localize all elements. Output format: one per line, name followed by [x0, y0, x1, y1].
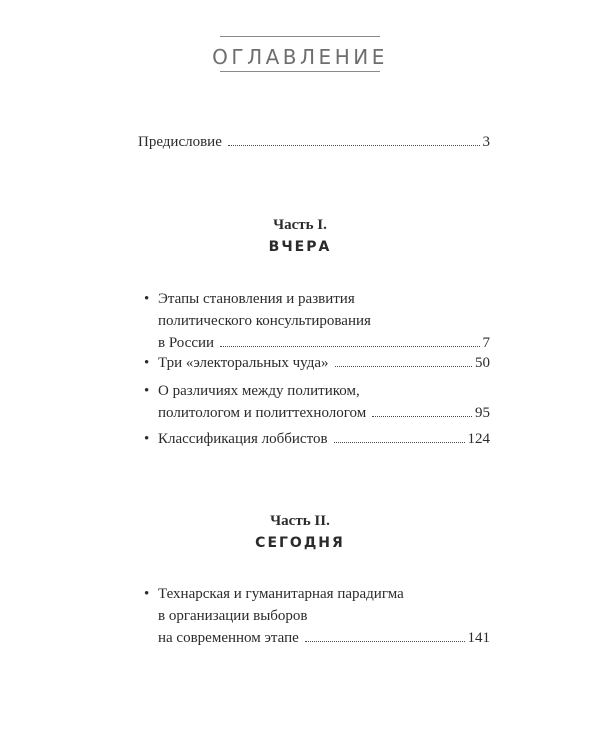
toc-entry-label: Предисловие [138, 134, 222, 150]
toc-entry[interactable] [144, 583, 490, 649]
bullet-icon: • [144, 355, 150, 371]
toc-page-number: 124 [467, 431, 490, 447]
part-heading-2 [0, 510, 600, 554]
toc-entry-label: политологом и политтехнологом [158, 405, 367, 421]
dot-leader [228, 145, 480, 146]
toc-entry-label: Классификация лоббистов [158, 431, 328, 447]
bullet-icon: • [144, 431, 150, 447]
bullet-icon: • [144, 291, 150, 307]
bullet-icon: • [144, 586, 150, 602]
toc-entry-label: в России [158, 335, 215, 351]
part-label: Часть I. [273, 217, 327, 233]
toc-page-number: 3 [482, 134, 490, 150]
toc-entry[interactable] [144, 380, 490, 424]
toc-entry-line: Этапы становления и развития [158, 291, 355, 307]
toc-entry-line: в организации выборов [158, 608, 308, 624]
dot-leader [335, 366, 473, 367]
page-title: ОГЛАВЛЕНИЕ [212, 45, 388, 69]
toc-entry[interactable] [144, 288, 490, 354]
toc-title-block [0, 36, 600, 72]
toc-entry-line: О различиях между политиком, [158, 383, 360, 399]
dot-leader [305, 641, 465, 642]
dot-leader [220, 346, 479, 347]
part-name: СЕГОДНЯ [255, 535, 345, 551]
toc-entry-line: Технарская и гуманитарная парадигма [158, 586, 404, 602]
bullet-icon: • [144, 383, 150, 399]
toc-page-number: 50 [475, 355, 490, 371]
dot-leader [372, 416, 472, 417]
toc-page-number: 141 [467, 630, 490, 646]
toc-page-number: 7 [482, 335, 490, 351]
toc-entry-label: Три «электоральных чуда» [158, 355, 329, 371]
toc-page-number: 95 [475, 405, 490, 421]
part-label: Часть II. [270, 513, 330, 529]
part-name: ВЧЕРА [268, 239, 332, 255]
title-bottom-rule [220, 71, 380, 72]
toc-entry-label: на современном этапе [158, 630, 299, 646]
toc-entry[interactable] [144, 428, 490, 450]
part-heading-1 [0, 214, 600, 258]
toc-entry-line: политического консультирования [158, 313, 371, 329]
toc-entry[interactable] [144, 352, 490, 374]
dot-leader [334, 442, 465, 443]
toc-entry-preface[interactable] [138, 131, 490, 153]
